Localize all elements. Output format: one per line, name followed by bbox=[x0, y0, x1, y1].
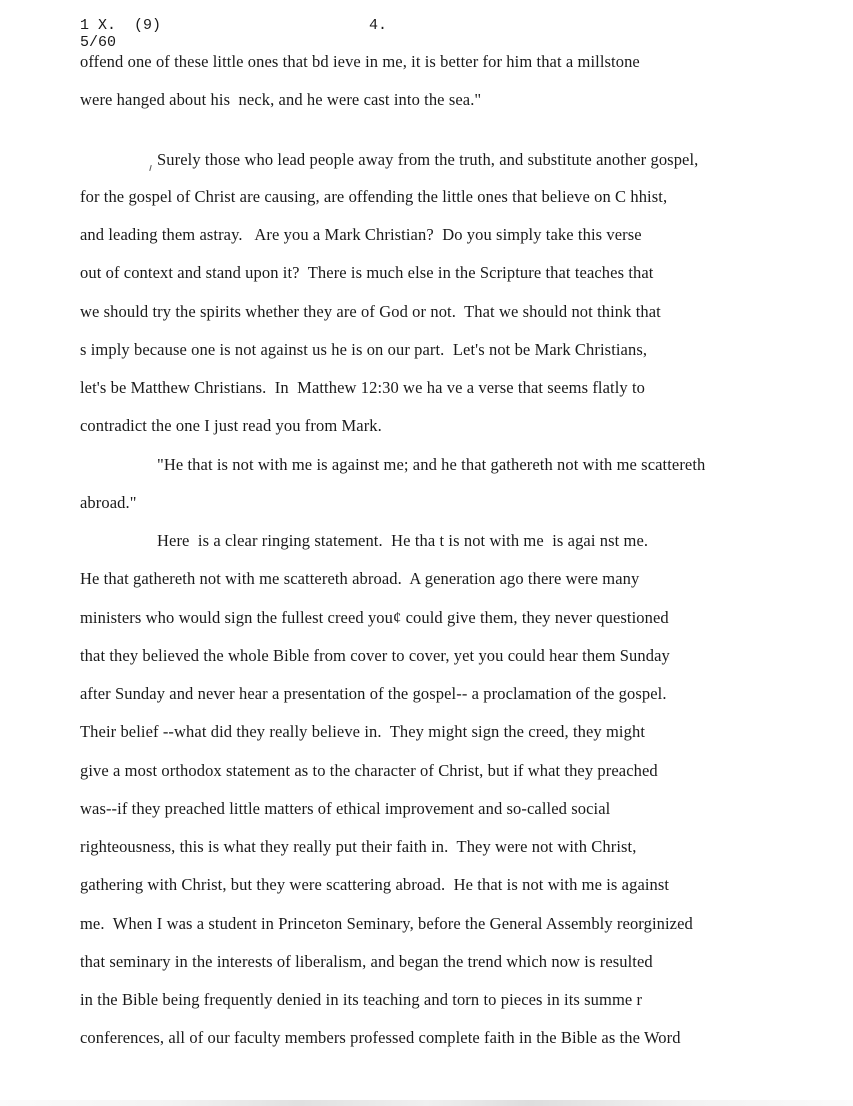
text-line: Their belief --what did they really believe in. They might sign the creed, they might bbox=[80, 722, 645, 741]
paragraph-start-line: Here is a clear ringing statement. He tha t is not with me is agai nst me. bbox=[157, 531, 649, 550]
reference-date: 5/60 bbox=[80, 34, 117, 51]
text-line: let's be Matthew Christians. In Matthew 12:30 we ha ve a verse that seems flatly to bbox=[80, 378, 646, 397]
text-line: me. When I was a student in Princeton Seminary, before the General Assembly reorginized bbox=[80, 914, 693, 933]
page-number: 4. bbox=[369, 17, 388, 34]
text-line: righteousness, this is what they really put their faith in. They were not with Christ, bbox=[80, 837, 637, 856]
scan-bottom-edge bbox=[0, 1100, 853, 1106]
text-line: and leading them astray. Are you a Mark Christian? Do you simply take this verse bbox=[80, 225, 642, 244]
text-line: that they believed the whole Bible from cover to cover, yet you could hear them Sunday bbox=[80, 646, 670, 665]
text-line: give a most orthodox statement as to the character of Christ, but if what they preached bbox=[80, 761, 658, 780]
text-line: ministers who would sign the fullest creed you¢ could give them, they never questioned bbox=[80, 608, 669, 627]
text-line: gathering with Christ, but they were scattering abroad. He that is not with me is against bbox=[80, 875, 670, 894]
text-line: He that gathereth not with me scattereth abroad. A generation ago there were many bbox=[80, 569, 640, 588]
text-line: s imply because one is not against us he is on our part. Let's not be Mark Christians, bbox=[80, 340, 648, 359]
document-reference bbox=[80, 17, 161, 51]
text-line: was--if they preached little matters of ethical improvement and so-called social bbox=[80, 799, 611, 818]
scripture-quote-line: "He that is not with me is against me; and he that gathereth not with me scattereth bbox=[157, 455, 706, 474]
text-line: that seminary in the interests of liberalism, and began the trend which now is resulted bbox=[80, 952, 653, 971]
text-line: conferences, all of our faculty members professed complete faith in the Bible as the Word bbox=[80, 1028, 681, 1047]
paragraph-start-line: Surely those who lead people away from the truth, and substitute another gospel, bbox=[157, 150, 699, 169]
text-line: we should try the spirits whether they are of God or not. That we should not think that bbox=[80, 302, 661, 321]
text-line: out of context and stand upon it? There is much else in the Scripture that teaches that bbox=[80, 263, 654, 282]
text-line: contradict the one I just read you from Mark. bbox=[80, 416, 382, 435]
scripture-quote-line: abroad." bbox=[80, 493, 137, 512]
text-line: after Sunday and never hear a presentation of the gospel-- a proclamation of the gospel. bbox=[80, 684, 667, 703]
text-line: in the Bible being frequently denied in its teaching and torn to pieces in its summe r bbox=[80, 990, 643, 1009]
text-line: were hanged about his neck, and he were cast into the sea." bbox=[80, 90, 482, 109]
text-line: offend one of these little ones that bd ieve in me, it is better for him that a millstone bbox=[80, 52, 640, 71]
text-line: for the gospel of Christ are causing, are offending the little ones that believe on C hhist, bbox=[80, 187, 668, 206]
reference-code: 1 X. (9) bbox=[80, 17, 162, 34]
